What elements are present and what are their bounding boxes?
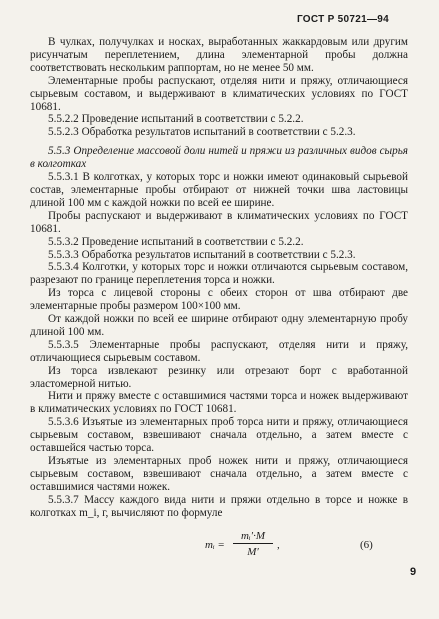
body-text	[30, 36, 408, 520]
formula-6	[205, 530, 365, 564]
formula-comma: ,	[277, 539, 280, 551]
paragraph: Из торса с лицевой стороны с обеих сторон от шва отбирают две элементарные пробы размером 100×100 мм.	[30, 287, 408, 313]
formula-numerator: mᵢ′·M	[233, 530, 273, 544]
standard-header: ГОСТ Р 50721—94	[296, 14, 389, 25]
paragraph: 5.5.3 Определение массовой доли нитей и пряжи из различных видов сырья в колготках	[30, 145, 408, 171]
paragraph: 5.5.3.1 В колготках, у которых торс и ножки имеют одинаковый сырьевой состав, элементарные пробы отбирают от нижней точки шва ластовицы длиной 100 мм с каждой ножки по всей ее ширине.	[30, 171, 408, 209]
paragraph: В чулках, получулках и носках, выработанных жаккардовым или другим рисунчатым переплетением, длина элементарной пробы должна соответствовать нескольким раппортам, но не менее 50 мм.	[30, 36, 408, 74]
paragraph: Элементарные пробы распускают, отделяя нити и пряжу, отличающиеся сырьевым составом, и выдерживают в климатических условиях по ГОСТ 10681.	[30, 74, 408, 113]
page-number: 9	[410, 566, 417, 578]
paragraph: 5.5.3.5 Элементарные пробы распускают, отделяя нити и пряжу, отличающиеся сырьевым составом.	[30, 338, 408, 364]
paragraph: 5.5.2.2 Проведение испытаний в соответствии с 5.2.2.	[48, 113, 304, 126]
formula-fraction	[233, 530, 273, 558]
paragraph: 5.5.3.4 Колготки, у которых торс и ножки отличаются сырьевым составом, разрезают по границе переплетения торса и ножки.	[30, 261, 408, 287]
paragraph: 5.5.3.2 Проведение испытаний в соответствии с 5.2.2.	[48, 235, 304, 248]
paragraph: Изъятые из элементарных проб ножек нити и пряжу, отличающиеся сырьевым составом, взвешивают сначала отдельно, а затем вместе с оставшимися частями ножек.	[30, 455, 408, 493]
equation-number: (6)	[360, 539, 373, 551]
paragraph: Из торса извлекают резинку или отрезают борт с вработанной эластомерной нитью.	[30, 364, 408, 390]
paragraph: От каждой ножки по всей ее ширине отбирают одну элементарную пробу длиной 100 мм.	[30, 313, 408, 338]
formula-denominator: M′	[247, 546, 259, 558]
paragraph: 5.5.3.6 Изъятые из элементарных проб торса нити и пряжу, отличающиеся сырьевым составом, взвешивают сначала отдельно, а затем вместе с оставшейся частью торса.	[30, 416, 408, 455]
paragraph: 5.5.3.7 Массу каждого вида нити и пряжи отдельно в торсе и ножке в колготках m_i, г, вычисляют по формуле	[30, 493, 408, 519]
paragraph: Нити и пряжу вместе с оставшимися частями торса и ножек выдерживают в климатических условиях по ГОСТ 10681.	[30, 390, 408, 416]
paragraph: 5.5.2.3 Обработка результатов испытаний в соответствии с 5.2.3.	[48, 126, 356, 139]
paragraph: Пробы распускают и выдерживают в климатических условиях по ГОСТ 10681.	[30, 209, 408, 235]
formula-lhs: mᵢ =	[205, 539, 225, 551]
paragraph: 5.5.3.3 Обработка результатов испытаний в соответствии с 5.2.3.	[48, 248, 356, 261]
